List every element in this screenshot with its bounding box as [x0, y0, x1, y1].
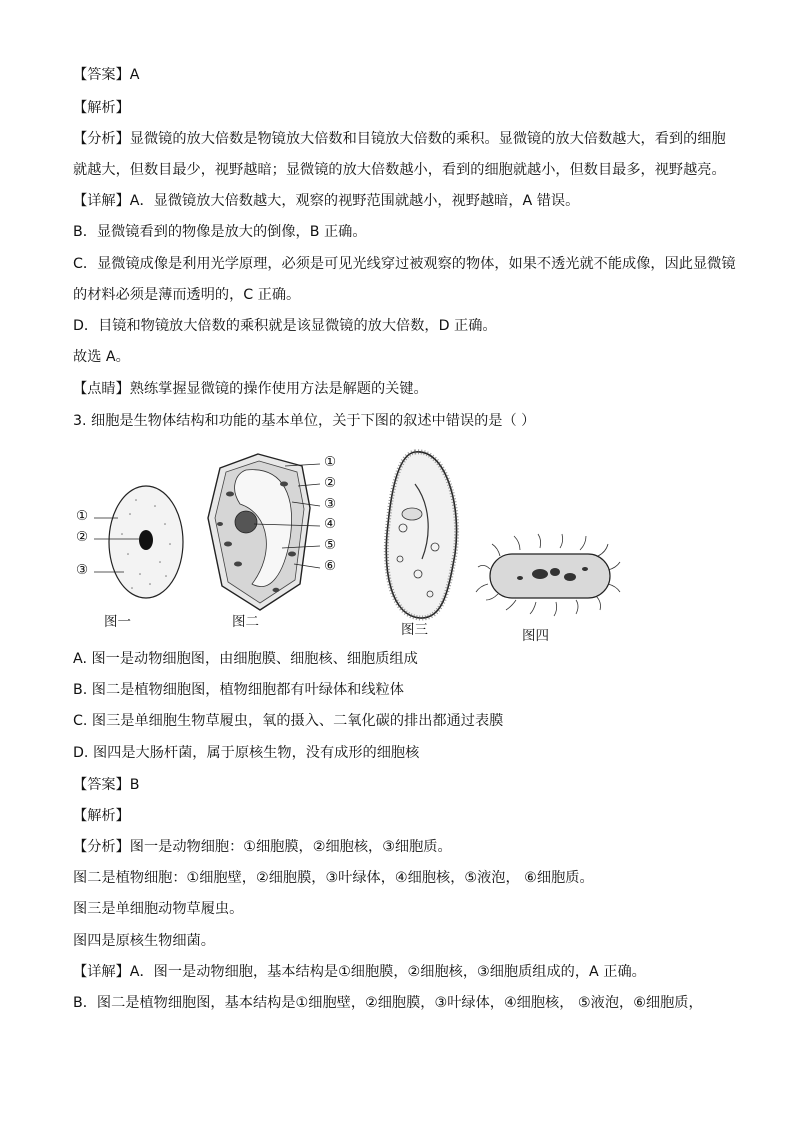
fig2-label-2: ② [324, 475, 337, 491]
analysis-paragraph-line: 图二是植物细胞：①细胞壁，②细胞膜，③叶绿体，④细胞核，⑤液泡， ⑥细胞质。 [73, 870, 594, 886]
analysis-heading: 【解析】 [73, 100, 130, 116]
fig2-label-5: ⑤ [324, 537, 337, 553]
fig2-label-6: ⑥ [324, 558, 337, 574]
caption-fig4: 图四 [522, 628, 549, 644]
cell-diagram-figure [70, 444, 630, 644]
answer-label: 【答案】B [73, 777, 140, 793]
caption-fig3: 图三 [401, 622, 428, 638]
analysis-paragraph-line: 图三是单细胞动物草履虫。 [73, 901, 244, 917]
fig1-label-1: ① [76, 508, 89, 524]
option-a: A. 图一是动物细胞图，由细胞膜、细胞核、细胞质组成 [73, 651, 418, 667]
option-d: D. 图四是大肠杆菌，属于原核生物，没有成形的细胞核 [73, 745, 420, 761]
detail-option-c-continued: 的材料必须是薄而透明的，C 正确。 [73, 287, 301, 303]
animal-cell-diagram [94, 486, 183, 598]
paramecium-diagram [386, 452, 456, 618]
detail-option-c: C．显微镜成像是利用光学原理，必须是可见光线穿过被观察的物体，如果不透光就不能成像，因此显微镜 [73, 256, 736, 272]
analysis-paragraph-line: 【分析】显微镜的放大倍数是物镜放大倍数和目镜放大倍数的乘积。显微镜的放大倍数越大，看到的细胞 [73, 131, 726, 147]
detail-option-b: B．图二是植物细胞图，基本结构是①细胞壁，②细胞膜，③叶绿体，④细胞核， ⑤液泡，⑥细胞质， [73, 995, 703, 1011]
fig2-label-3: ③ [324, 496, 337, 512]
caption-fig1: 图一 [104, 614, 131, 630]
detail-option-a: 【详解】A．显微镜放大倍数越大，观察的视野范围就越小，视野越暗，A 错误。 [73, 193, 580, 209]
analysis-paragraph-line: 就越大，但数目最少，视野越暗；显微镜的放大倍数越小，看到的细胞就越小，但数目最多，视野越亮。 [73, 162, 726, 178]
fig2-label-4: ④ [324, 516, 337, 532]
bacterium-diagram [476, 534, 620, 616]
key-point: 【点睛】熟练掌握显微镜的操作使用方法是解题的关键。 [73, 381, 428, 397]
detail-option-b: B．显微镜看到的物像是放大的倒像，B 正确。 [73, 224, 367, 240]
fig1-label-3: ③ [76, 562, 89, 578]
detail-option-d: D．目镜和物镜放大倍数的乘积就是该显微镜的放大倍数，D 正确。 [73, 318, 497, 334]
question-stem: 3. 细胞是生物体结构和功能的基本单位，关于下图的叙述中错误的是（ ） [73, 413, 536, 429]
plant-cell-diagram [208, 454, 320, 610]
cell-diagrams [70, 444, 630, 644]
caption-fig2: 图二 [232, 614, 259, 630]
option-b: B. 图二是植物细胞图，植物细胞都有叶绿体和线粒体 [73, 682, 404, 698]
fig2-label-1: ① [324, 454, 337, 470]
detail-option-a: 【详解】A．图一是动物细胞，基本结构是①细胞膜，②细胞核，③细胞质组成的，A 正确。 [73, 964, 646, 980]
analysis-heading: 【解析】 [73, 808, 130, 824]
fig1-label-2: ② [76, 529, 89, 545]
analysis-paragraph-line: 【分析】图一是动物细胞：①细胞膜，②细胞核，③细胞质。 [73, 839, 452, 855]
answer-label: 【答案】A [73, 67, 140, 83]
option-c: C. 图三是单细胞生物草履虫，氧的摄入、二氧化碳的排出都通过表膜 [73, 713, 504, 729]
choice-statement: 故选 A。 [73, 349, 130, 365]
analysis-paragraph-line: 图四是原核生物细菌。 [73, 933, 215, 949]
